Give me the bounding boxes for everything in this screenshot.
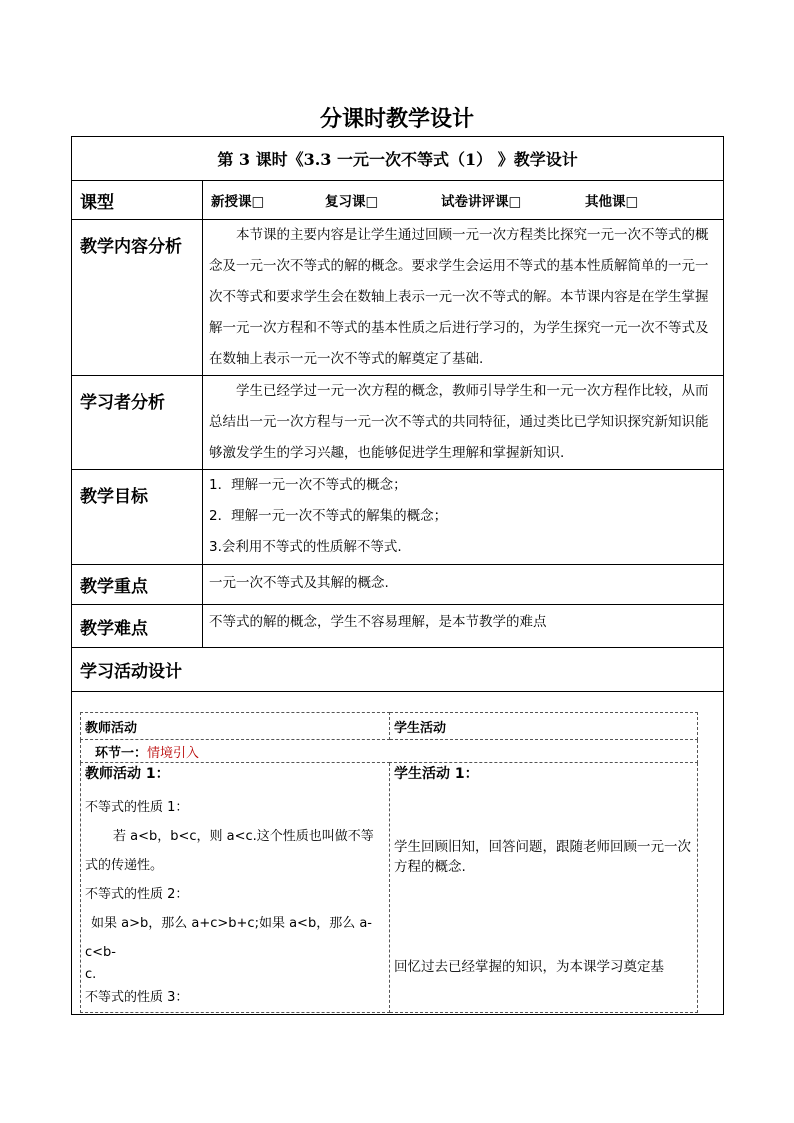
section-name: 情境引入: [147, 745, 200, 761]
difficulties-text: 不等式的解的概念，学生不容易理解，是本节教学的难点: [203, 605, 724, 648]
option-other-lesson[interactable]: 其他课□: [585, 194, 639, 210]
teacher-line: 式的传递性。: [85, 858, 164, 873]
student-line: 回忆过去已经掌握的知识，为本课学习奠定基: [394, 959, 664, 975]
lesson-title: 第 3 课时《3.3 一元一次不等式（1） 》教学设计: [72, 137, 724, 181]
section-heading: [81, 740, 698, 763]
difficulties-label: 教学难点: [72, 605, 203, 648]
learner-analysis-cell: [203, 376, 724, 470]
course-type-label: 课型: [72, 181, 203, 220]
teacher-line: 如果 a>b，那么 a+c>b+c;如果 a<b，那么 a-c<b-: [85, 916, 372, 960]
content-analysis-text: 本节课的主要内容是让学生通过回顾一元一次方程类比探究一元一次不等式的概念及一元一次不等式的解的概念。要求学生会运用不等式的基本性质解简单的一元一次不等式和要求学生会在数轴上表示一元一次不等式的解。本节课内容是在学生掌握解一元一次方程和不等式的基本性质之后进行学习的，为学生探究一元一次不等式及在数轴上表示一元一次不等式的解奠定了基础.: [209, 227, 709, 367]
activity-table: [80, 712, 698, 1013]
teacher-activity-title: 教师活动 1：: [85, 766, 170, 782]
course-type-options: [203, 181, 724, 220]
student-line: 学生回顾旧知，回答问题，跟随老师回顾一元一次方程的概念.: [394, 839, 691, 875]
teacher-activity-header: 教师活动: [81, 713, 390, 740]
objective-item: 2．理解一元一次不等式的解集的概念；: [209, 508, 448, 524]
learner-analysis-text: 学生已经学过一元一次方程的概念，教师引导学生和一元一次方程作比较，从而总结出一元一次方程与一元一次不等式的共同特征，通过类比已学知识探究新知识能够激发学生的学习兴趣，也能够促进学生理解和掌握新知识.: [209, 383, 709, 461]
teacher-line: 不等式的性质 3：: [85, 990, 189, 1005]
objectives-label: 教学目标: [72, 470, 203, 565]
teacher-line: c.: [85, 967, 97, 982]
content-analysis-cell: [203, 220, 724, 376]
teacher-line: 不等式的性质 2：: [85, 887, 189, 902]
option-exam-review-lesson[interactable]: 试卷讲评课□: [441, 194, 522, 210]
activity-design-label: 学习活动设计: [72, 648, 724, 692]
key-points-text: 一元一次不等式及其解的概念.: [203, 565, 724, 605]
document-title: 分课时教学设计: [319, 106, 474, 132]
teacher-activity-cell: [81, 763, 390, 1013]
section-prefix: 环节一：: [95, 745, 148, 761]
learner-analysis-label: 学习者分析: [72, 376, 203, 470]
content-analysis-label: 教学内容分析: [72, 220, 203, 376]
activity-design-area: [72, 692, 724, 1015]
objective-item: 1．理解一元一次不等式的概念；: [209, 477, 407, 493]
option-review-lesson[interactable]: 复习课□: [325, 194, 379, 210]
key-points-label: 教学重点: [72, 565, 203, 605]
teacher-line: 不等式的性质 1：: [85, 800, 189, 815]
student-activity-header: 学生活动: [390, 713, 698, 740]
lesson-design-table: [71, 136, 724, 1015]
option-new-lesson[interactable]: 新授课□: [211, 194, 265, 210]
student-activity-cell: [390, 763, 698, 1013]
objective-item: 3.会利用不等式的性质解不等式.: [209, 539, 402, 555]
teacher-line: 若 a<b，b<c，则 a<c.这个性质也叫做不等: [113, 829, 374, 844]
objectives-cell: [203, 470, 724, 565]
student-activity-title: 学生活动 1：: [394, 766, 479, 782]
